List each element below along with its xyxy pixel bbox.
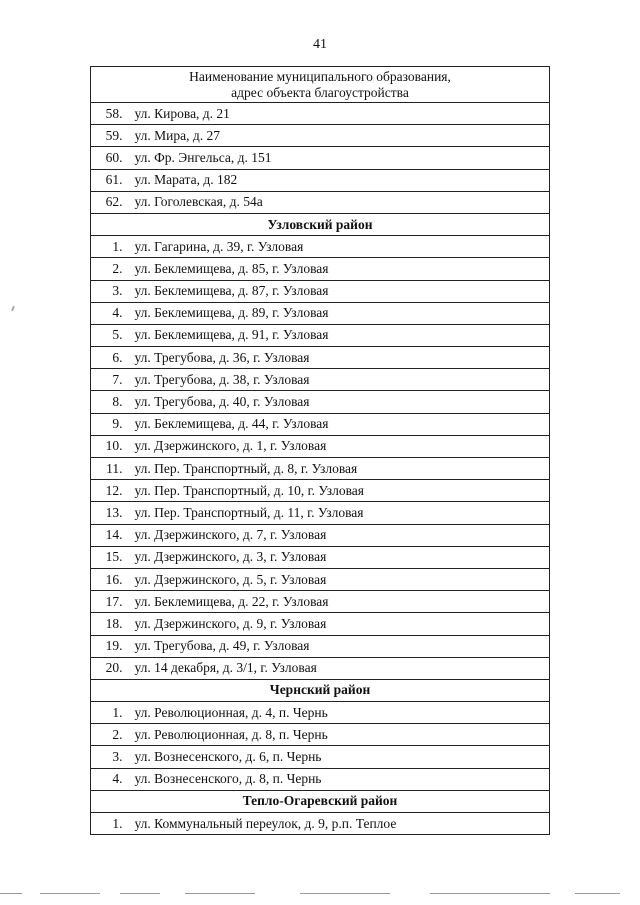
table-row (91, 635, 550, 657)
row-number: 60. (105, 149, 123, 165)
address-cell: ул. Коммунальный переулок, д. 9, р.п. Теплое (123, 813, 550, 835)
address-cell: ул. Трегубова, д. 38, г. Узловая (123, 369, 550, 391)
section-heading-row (91, 790, 550, 812)
row-number: 2. (112, 260, 123, 276)
address-cell: ул. Трегубова, д. 36, г. Узловая (123, 347, 550, 369)
row-number: 6. (112, 349, 123, 365)
address-cell: ул. Гагарина, д. 39, г. Узловая (123, 236, 550, 258)
table-row (91, 302, 550, 324)
row-number: 4. (112, 771, 123, 787)
table-row (91, 768, 550, 790)
scan-edge-artifact (430, 893, 550, 894)
row-number: 15. (105, 549, 123, 565)
table-row (91, 169, 550, 191)
address-cell: ул. Беклемищева, д. 22, г. Узловая (123, 591, 550, 613)
row-number: 61. (105, 172, 123, 188)
address-cell: ул. Вознесенского, д. 8, п. Чернь (123, 768, 550, 790)
address-table (90, 66, 550, 835)
table-row (91, 568, 550, 590)
scan-edge-artifact (120, 893, 160, 894)
row-number: 10. (105, 438, 123, 454)
address-cell: ул. Беклемищева, д. 91, г. Узловая (123, 324, 550, 346)
address-cell: ул. Дзержинского, д. 7, г. Узловая (123, 524, 550, 546)
page-number: 41 (313, 37, 327, 52)
table-row (91, 502, 550, 524)
table-row (91, 480, 550, 502)
row-number-cell (91, 236, 123, 258)
scan-edge-artifact (40, 893, 100, 894)
section-heading: Чернский район (91, 679, 550, 701)
table-row (91, 746, 550, 768)
row-number: 19. (105, 638, 123, 654)
row-number-cell (91, 280, 123, 302)
table-row (91, 258, 550, 280)
row-number: 17. (105, 593, 123, 609)
table-row (91, 435, 550, 457)
table-row (91, 524, 550, 546)
address-cell: ул. Марата, д. 182 (123, 169, 550, 191)
row-number-cell (91, 435, 123, 457)
row-number: 20. (105, 660, 123, 676)
address-cell: ул. Мира, д. 27 (123, 125, 550, 147)
address-cell: ул. Трегубова, д. 40, г. Узловая (123, 391, 550, 413)
table-row (91, 103, 550, 125)
row-number-cell (91, 568, 123, 590)
section-heading-row (91, 213, 550, 235)
row-number-cell (91, 302, 123, 324)
table-row (91, 413, 550, 435)
scan-edge-artifact (575, 893, 620, 894)
row-number-cell (91, 502, 123, 524)
table-header-line-1: Наименование муниципального образования, (189, 69, 451, 84)
address-cell: ул. Пер. Транспортный, д. 11, г. Узловая (123, 502, 550, 524)
address-cell: ул. Дзержинского, д. 9, г. Узловая (123, 613, 550, 635)
row-number-cell (91, 480, 123, 502)
row-number: 4. (112, 305, 123, 321)
scan-edge-artifact (0, 893, 22, 894)
address-cell: ул. Беклемищева, д. 89, г. Узловая (123, 302, 550, 324)
table-row (91, 324, 550, 346)
table-row (91, 236, 550, 258)
row-number: 1. (112, 815, 123, 831)
scan-edge-artifact (185, 893, 255, 894)
address-cell: ул. Дзержинского, д. 5, г. Узловая (123, 568, 550, 590)
row-number-cell (91, 613, 123, 635)
address-cell: ул. Революционная, д. 8, п. Чернь (123, 724, 550, 746)
row-number-cell (91, 191, 123, 213)
table-row (91, 369, 550, 391)
table-row (91, 280, 550, 302)
table-row (91, 813, 550, 835)
table-row (91, 147, 550, 169)
row-number: 62. (105, 194, 123, 210)
address-cell: ул. Дзержинского, д. 1, г. Узловая (123, 435, 550, 457)
table-row (91, 125, 550, 147)
table-row (91, 458, 550, 480)
row-number-cell (91, 524, 123, 546)
table-body (91, 103, 550, 835)
row-number: 1. (112, 238, 123, 254)
scan-edge-artifact (300, 893, 390, 894)
row-number-cell (91, 125, 123, 147)
address-cell: ул. Трегубова, д. 49, г. Узловая (123, 635, 550, 657)
row-number-cell (91, 324, 123, 346)
row-number-cell (91, 724, 123, 746)
row-number-cell (91, 391, 123, 413)
address-cell: ул. Гоголевская, д. 54а (123, 191, 550, 213)
row-number-cell (91, 702, 123, 724)
address-cell: ул. Беклемищева, д. 85, г. Узловая (123, 258, 550, 280)
row-number-cell (91, 546, 123, 568)
table-header (91, 67, 550, 103)
row-number-cell (91, 746, 123, 768)
table-row (91, 702, 550, 724)
address-cell: ул. Пер. Транспортный, д. 10, г. Узловая (123, 480, 550, 502)
row-number: 1. (112, 704, 123, 720)
row-number: 58. (105, 105, 123, 121)
table-row (91, 657, 550, 679)
row-number: 2. (112, 726, 123, 742)
row-number-cell (91, 458, 123, 480)
row-number-cell (91, 413, 123, 435)
row-number-cell (91, 768, 123, 790)
row-number-cell (91, 169, 123, 191)
address-cell: ул. 14 декабря, д. 3/1, г. Узловая (123, 657, 550, 679)
address-cell: ул. Революционная, д. 4, п. Чернь (123, 702, 550, 724)
row-number: 12. (105, 482, 123, 498)
row-number-cell (91, 147, 123, 169)
section-heading-row (91, 679, 550, 701)
section-heading: Тепло-Огаревский район (91, 790, 550, 812)
row-number-cell (91, 635, 123, 657)
table-row (91, 546, 550, 568)
address-cell: ул. Вознесенского, д. 6, п. Чернь (123, 746, 550, 768)
row-number: 16. (105, 571, 123, 587)
row-number-cell (91, 347, 123, 369)
row-number: 14. (105, 527, 123, 543)
address-cell: ул. Кирова, д. 21 (123, 103, 550, 125)
row-number: 8. (112, 394, 123, 410)
section-heading: Узловский район (91, 213, 550, 235)
row-number: 3. (112, 749, 123, 765)
table-row (91, 724, 550, 746)
row-number-cell (91, 258, 123, 280)
row-number-cell (91, 369, 123, 391)
address-cell: ул. Дзержинского, д. 3, г. Узловая (123, 546, 550, 568)
row-number: 3. (112, 283, 123, 299)
table-row (91, 191, 550, 213)
row-number: 18. (105, 615, 123, 631)
row-number: 13. (105, 504, 123, 520)
address-cell: ул. Пер. Транспортный, д. 8, г. Узловая (123, 458, 550, 480)
row-number-cell (91, 103, 123, 125)
scan-speck (11, 306, 15, 311)
row-number: 11. (106, 460, 123, 476)
table-header-line-2: адрес объекта благоустройства (231, 85, 409, 100)
table-row (91, 591, 550, 613)
address-cell: ул. Фр. Энгельса, д. 151 (123, 147, 550, 169)
row-number: 5. (112, 327, 123, 343)
table-row (91, 347, 550, 369)
row-number-cell (91, 591, 123, 613)
address-cell: ул. Беклемищева, д. 44, г. Узловая (123, 413, 550, 435)
table-row (91, 613, 550, 635)
row-number: 9. (112, 416, 123, 432)
row-number-cell (91, 813, 123, 835)
table-row (91, 391, 550, 413)
row-number: 7. (112, 371, 123, 387)
row-number: 59. (105, 127, 123, 143)
address-cell: ул. Беклемищева, д. 87, г. Узловая (123, 280, 550, 302)
row-number-cell (91, 657, 123, 679)
